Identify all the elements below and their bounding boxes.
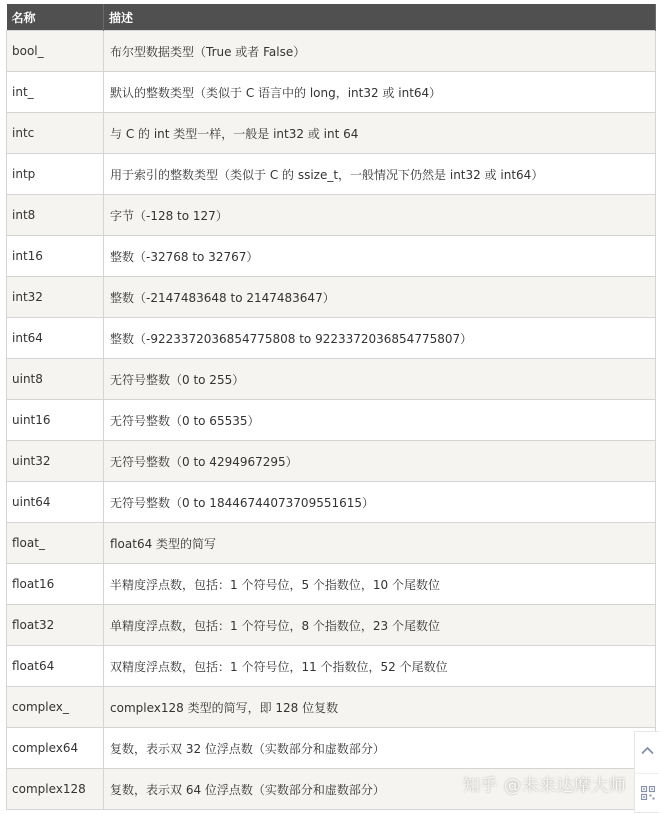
table-row [7,195,656,236]
type-description-cell: 无符号整数（0 to 65535） [104,400,656,441]
table-row [7,31,656,72]
type-name-cell: bool_ [7,31,104,72]
table-row [7,564,656,605]
table-row [7,523,656,564]
type-name-cell: complex64 [7,728,104,769]
type-name-cell: int16 [7,236,104,277]
type-name-cell: int_ [7,72,104,113]
type-name-cell: uint16 [7,400,104,441]
table-row [7,728,656,769]
table-row [7,687,656,728]
header-name: 名称 [7,4,104,31]
type-name-cell: complex_ [7,687,104,728]
table-header [7,4,656,31]
table-row [7,482,656,523]
type-description-cell: 无符号整数（0 to 18446744073709551615） [104,482,656,523]
type-description-cell: float64 类型的简写 [104,523,656,564]
table-row [7,113,656,154]
table-row [7,605,656,646]
type-name-cell: intc [7,113,104,154]
type-name-cell: int32 [7,277,104,318]
table-row [7,318,656,359]
type-description-cell: 单精度浮点数，包括：1 个符号位，8 个指数位，23 个尾数位 [104,605,656,646]
type-description-cell: 整数（-2147483648 to 2147483647） [104,277,656,318]
table-row [7,277,656,318]
qr-code-icon [641,786,655,800]
table-row [7,236,656,277]
type-description-cell: 整数（-32768 to 32767） [104,236,656,277]
type-name-cell: int64 [7,318,104,359]
type-name-cell: int8 [7,195,104,236]
table-row [7,400,656,441]
type-description-cell: 与 C 的 int 类型一样，一般是 int32 或 int 64 [104,113,656,154]
type-description-cell: 半精度浮点数，包括：1 个符号位，5 个指数位，10 个尾数位 [104,564,656,605]
table-row [7,646,656,687]
qr-code-button[interactable] [635,773,659,814]
table-row [7,359,656,400]
type-description-cell: 无符号整数（0 to 4294967295） [104,441,656,482]
type-name-cell: intp [7,154,104,195]
type-description-cell: 字节（-128 to 127） [104,195,656,236]
type-name-cell: float32 [7,605,104,646]
chevron-up-icon [641,744,654,757]
header-row [7,4,656,31]
type-name-cell: float16 [7,564,104,605]
type-description-cell: 双精度浮点数，包括：1 个符号位，11 个指数位，52 个尾数位 [104,646,656,687]
back-to-top-button[interactable] [635,732,659,772]
type-name-cell: uint64 [7,482,104,523]
type-description-cell: 复数，表示双 64 位浮点数（实数部分和虚数部分） [104,769,656,810]
type-name-cell: float64 [7,646,104,687]
table-body [7,31,656,810]
table-row [7,154,656,195]
type-description-cell: 复数，表示双 32 位浮点数（实数部分和虚数部分） [104,728,656,769]
type-description-cell: 整数（-9223372036854775808 to 9223372036854775807） [104,318,656,359]
type-description-cell: 布尔型数据类型（True 或者 False） [104,31,656,72]
watermark: 知乎 @未来达摩大师 [463,776,627,796]
data-types-table [6,4,656,810]
header-description: 描述 [104,4,656,31]
type-name-cell: uint32 [7,441,104,482]
type-description-cell: 默认的整数类型（类似于 C 语言中的 long，int32 或 int64） [104,72,656,113]
type-description-cell: complex128 类型的简写，即 128 位复数 [104,687,656,728]
type-description-cell: 无符号整数（0 to 255） [104,359,656,400]
type-name-cell: complex128 [7,769,104,810]
table-row [7,72,656,113]
type-name-cell: uint8 [7,359,104,400]
table-row [7,441,656,482]
type-description-cell: 用于索引的整数类型（类似于 C 的 ssize_t，一般情况下仍然是 int32 或 int64） [104,154,656,195]
type-name-cell: float_ [7,523,104,564]
side-toolbar [634,731,659,813]
